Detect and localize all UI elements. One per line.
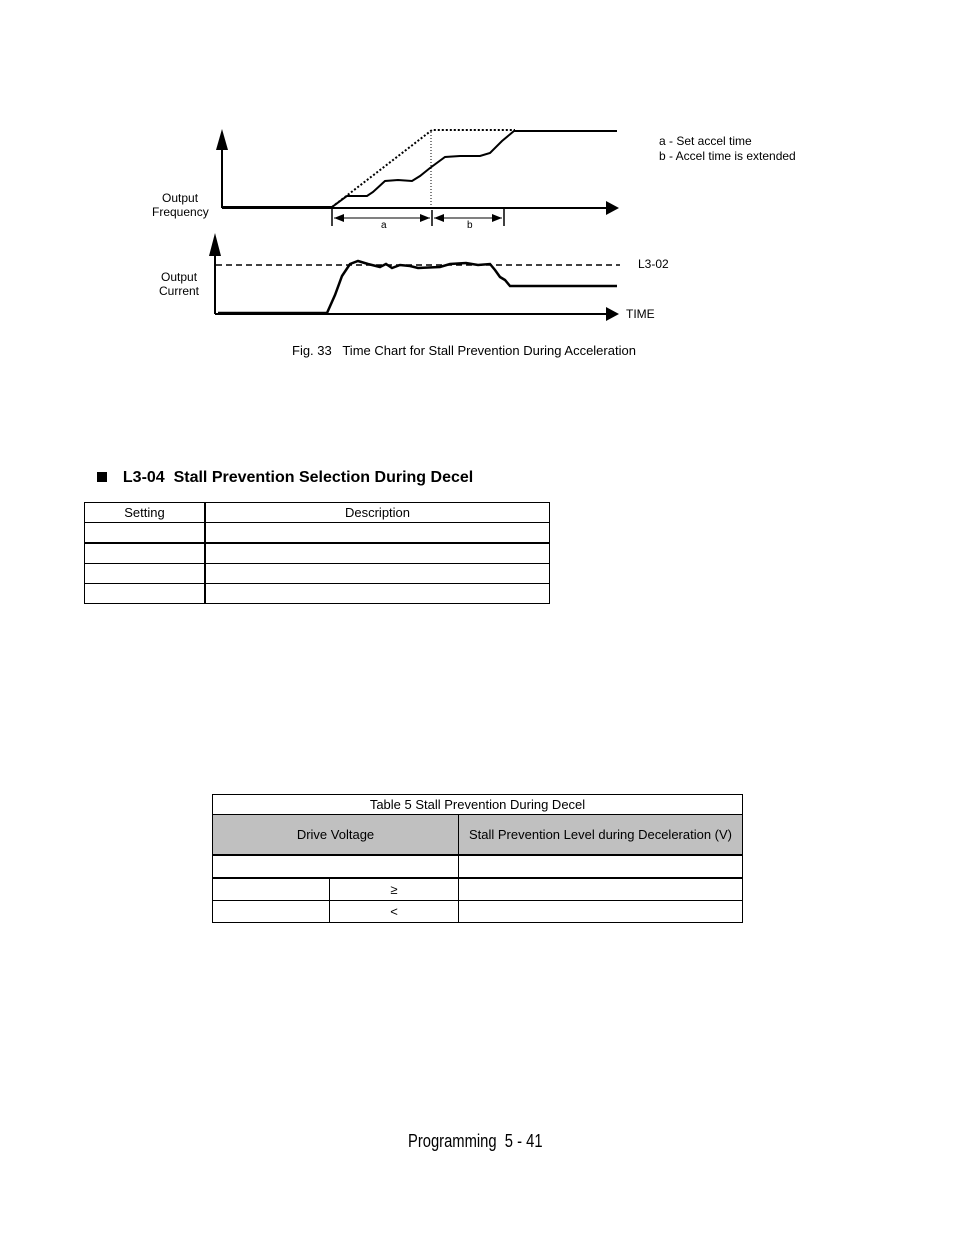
output-frequency-label-1: Output bbox=[162, 191, 199, 205]
square-bullet-icon bbox=[97, 472, 107, 482]
frequency-y-arrow bbox=[216, 129, 228, 150]
page-footer: Programming 5 - 41 bbox=[408, 1131, 543, 1151]
setting-cell bbox=[85, 584, 206, 604]
table-row bbox=[85, 584, 550, 604]
voltage-cell bbox=[213, 855, 459, 878]
section-title: L3-04 Stall Prevention Selection During Decel bbox=[122, 469, 474, 486]
actual-frequency-line bbox=[222, 131, 617, 207]
table-title-row bbox=[213, 795, 743, 815]
level-cell bbox=[459, 901, 743, 923]
time-axis-label: TIME bbox=[626, 307, 655, 321]
description-header: Description bbox=[205, 503, 550, 523]
condition-cell: ≥ bbox=[330, 878, 459, 901]
setting-cell bbox=[85, 543, 206, 564]
segment-a-label: a bbox=[381, 220, 387, 231]
settings-table bbox=[84, 502, 550, 604]
table-row bbox=[85, 564, 550, 584]
table-row bbox=[213, 855, 743, 878]
table-header-row bbox=[213, 815, 743, 856]
stall-prevention-decel-table bbox=[212, 794, 743, 923]
voltage-cell bbox=[213, 901, 330, 923]
table-row bbox=[85, 543, 550, 564]
section-heading bbox=[88, 451, 473, 487]
description-cell bbox=[205, 584, 550, 604]
setting-cell bbox=[85, 564, 206, 584]
level-cell bbox=[459, 855, 743, 878]
level-cell bbox=[459, 878, 743, 901]
stall-level-header: Stall Prevention Level during Deceleration (V) bbox=[459, 815, 743, 856]
table-row bbox=[213, 878, 743, 901]
l3-02-label: L3-02 bbox=[638, 257, 669, 271]
output-current-line bbox=[218, 261, 617, 313]
setting-cell bbox=[85, 523, 206, 544]
stall-prevention-time-chart bbox=[0, 0, 954, 340]
segment-b-label: b bbox=[467, 220, 473, 231]
legend-a: a - Set accel time bbox=[659, 134, 752, 148]
setting-header: Setting bbox=[85, 503, 206, 523]
current-y-arrow bbox=[209, 233, 221, 256]
description-cell bbox=[205, 564, 550, 584]
frequency-x-arrow bbox=[606, 201, 619, 215]
table-row bbox=[85, 523, 550, 544]
output-current-label-1: Output bbox=[161, 270, 198, 284]
description-cell bbox=[205, 543, 550, 564]
output-frequency-label-2: Frequency bbox=[152, 205, 209, 219]
description-cell bbox=[205, 523, 550, 544]
table-header-row bbox=[85, 503, 550, 523]
drive-voltage-header: Drive Voltage bbox=[213, 815, 459, 856]
current-x-arrow bbox=[606, 307, 619, 321]
table-row bbox=[213, 901, 743, 923]
legend-b: b - Accel time is extended bbox=[659, 149, 796, 163]
figure-caption: Fig. 33 Time Chart for Stall Prevention During Acceleration bbox=[292, 343, 636, 358]
output-current-label-2: Current bbox=[159, 284, 200, 298]
condition-cell: < bbox=[330, 901, 459, 923]
voltage-cell bbox=[213, 878, 330, 901]
table-title: Table 5 Stall Prevention During Decel bbox=[213, 795, 743, 815]
